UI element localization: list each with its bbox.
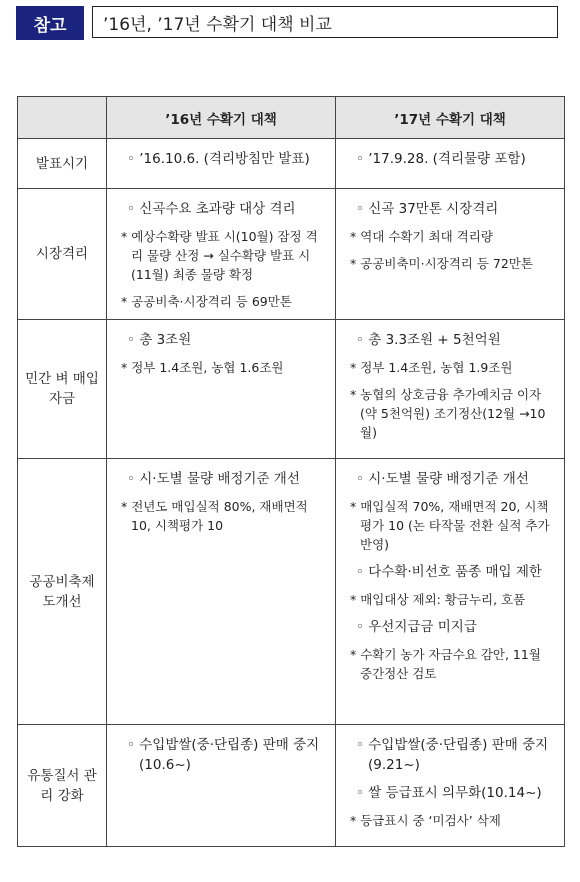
table-row <box>18 320 565 459</box>
column-header-blank <box>18 97 107 139</box>
table-row <box>18 139 565 189</box>
column-header-2017: ’17년 수확기 대책 <box>336 97 565 139</box>
column-header-2016: ’16년 수확기 대책 <box>107 97 336 139</box>
note-item: * 등급표시 중 ‘미검사’ 삭제 <box>350 813 501 828</box>
cell-2017 <box>336 459 565 725</box>
cell-2016 <box>107 320 336 459</box>
table-row <box>18 459 565 725</box>
cell-2016 <box>107 459 336 725</box>
note-item: * 수확기 농가 자금수요 감안, 11월 중간정산 검토 <box>350 647 541 681</box>
cell-2016 <box>107 725 336 847</box>
bullet-item: ◦ 쌀 등급표시 의무화(10.14~) <box>356 785 542 801</box>
reference-badge: 참고 <box>16 6 84 40</box>
note-item: * 정부 1.4조원, 농협 1.6조원 <box>121 360 284 375</box>
bullet-item: ◦ 시·도별 물량 배정기준 개선 <box>356 471 529 487</box>
bullet-item: ◦ 다수확·비선호 품종 매입 제한 <box>356 564 542 580</box>
row-label: 공공비축제도개선 <box>18 459 107 725</box>
bullet-item: ◦ 신곡수요 초과량 대상 격리 <box>127 201 296 217</box>
cell-2017 <box>336 725 565 847</box>
note-item: * 역대 수확기 최대 격리량 <box>350 229 493 244</box>
note-item: * 매입실적 70%, 재배면적 20, 시책평가 10 (논 타작물 전환 실적 추가 반영) <box>350 499 550 552</box>
row-label: 민간 벼 매입자금 <box>18 320 107 459</box>
bullet-item: ◦ 시·도별 물량 배정기준 개선 <box>127 471 300 487</box>
bullet-item: ◦ 신곡 37만톤 시장격리 <box>356 201 499 217</box>
note-item: * 전년도 매입실적 80%, 재배면적 10, 시책평가 10 <box>121 499 308 533</box>
comparison-table <box>17 96 565 847</box>
table-row <box>18 189 565 320</box>
note-item: * 공공비축·시장격리 등 69만톤 <box>121 294 292 309</box>
cell-2016 <box>107 189 336 320</box>
note-item: * 매입대상 제외: 황금누리, 호품 <box>350 592 526 607</box>
cell-2016 <box>107 139 336 189</box>
cell-2017 <box>336 139 565 189</box>
page-title: ’16년, ’17년 수확기 대책 비교 <box>92 6 558 38</box>
bullet-item: ◦ ’17.9.28. (격리물량 포함) <box>356 151 526 167</box>
bullet-item: ◦ 수입밥쌀(중·단립종) 판매 중지 (10.6~) <box>127 737 320 773</box>
note-item: * 예상수확량 발표 시(10월) 잠정 격리 물량 산정 → 실수확량 발표 시(11월) 최종 물량 확정 <box>121 229 318 282</box>
row-label: 발표시기 <box>18 139 107 189</box>
bullet-item: ◦ 우선지급금 미지급 <box>356 619 477 635</box>
bullet-item: ◦ 총 3.3조원 + 5천억원 <box>356 332 501 348</box>
table-row <box>18 725 565 847</box>
cell-2017 <box>336 320 565 459</box>
note-item: * 농협의 상호금융 추가예치금 이자 (약 5천억원) 조기정산(12월 →10월) <box>350 387 546 440</box>
row-label: 시장격리 <box>18 189 107 320</box>
bullet-item: ◦ 수입밥쌀(중·단립종) 판매 중지 (9.21~) <box>356 737 549 773</box>
table-header-row <box>18 97 565 139</box>
cell-2017 <box>336 189 565 320</box>
bullet-item: ◦ ’16.10.6. (격리방침만 발표) <box>127 151 310 167</box>
note-item: * 정부 1.4조원, 농협 1.9조원 <box>350 360 513 375</box>
note-item: * 공공비축미·시장격리 등 72만톤 <box>350 256 533 271</box>
bullet-item: ◦ 총 3조원 <box>127 332 192 348</box>
row-label: 유통질서 관리 강화 <box>18 725 107 847</box>
